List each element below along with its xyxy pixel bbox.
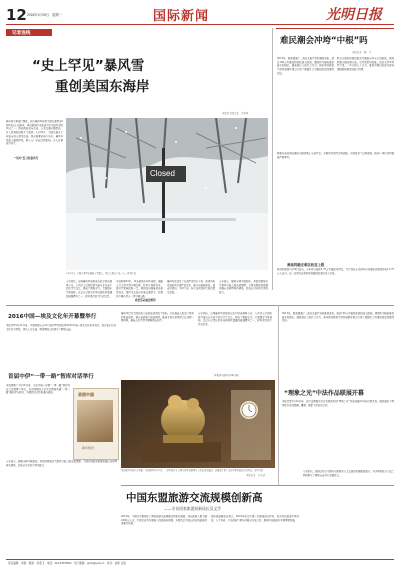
sculpture-photo [121, 380, 275, 468]
column-divider-right-2 [278, 305, 279, 485]
date-line: 2016年1月25日 星期一 [27, 13, 62, 17]
expo-headline: “理象之光”中法作品联展开幕 [284, 390, 364, 397]
opinion-body-4: 奥地利政府1月20日宣布，今年将只接收3.75万名难民申请者，并计划在未来四年内将接收总数控制在12.75万人以内。这一决定标志着奥地利难民政策的重大转变。 [277, 268, 394, 275]
column-tag-label: 记者连线 [12, 30, 31, 36]
opinion-body-1: 2015年，欧洲遭遇了二战以来最严重的难民危机，超过100万名难民和移民涌入欧洲。德国作为接收难民最多的国家，面临着巨大的社会压力。新年夜科隆发生的性侵事件更是引发了德国社会对难民政策的激烈讨论。 [277, 57, 334, 75]
ad-caption: 新年特刊 [82, 446, 95, 450]
main-body-col5: 专家表示，随着全球气候变暖，类似的极端天气事件可能会越来越频繁。美国各级政府需要加强应急管理体系建设，提高应对自然灾害的能力。 [219, 280, 268, 295]
sculpture-caption: 华盛顿举办新年艺术展 当地时间1月23日，一位参观者在美国首都华盛顿国家美术馆欣赏展品。该展览汇集了来自世界各地的艺术珍品。新华社发 [121, 469, 263, 472]
opinion-continued: 2015年，欧洲遭遇了二战以来最严重的难民危机，超过100万名难民和移民涌入欧洲。德国作为接收难民最多的国家，面临着巨大的社会压力。新年夜科隆发生的性侵事件更是引发了德国社会对难民政策的激烈讨论。 [282, 312, 394, 323]
newspaper-logo: 光明日报 [326, 7, 382, 23]
left-bottom-body: 专家表示，随着全球气候变暖，类似的极端天气事件可能会越来越频繁。美国各级政府需要加强应急管理体系建设，提高应对自然灾害的能力。 [6, 460, 117, 467]
mid-body-col2: 暴风雪也对美国总统大选的选战造成了影响。多位候选人取消了原定的竞选活动，部分选民集会被迫延期。距离艾奥瓦州党团会议仅剩一周时间，候选人们不得不调整竞选日程。 [121, 312, 194, 323]
main-body-col4: 暴风雪还波及了东海岸沿线多个州，新泽西州沿海地区出现严重洪水，部分房屋被淹没。弗吉尼亚州、马里兰州、宾夕法尼亚州等地也遭受重创。 [167, 280, 215, 295]
page-number: 12 [6, 6, 27, 24]
bottom-body-2: 国家旅游局局长表示，2016年将是中国—东盟旅游合作年，双方将在旅游市场开发、人才培养、产品创新等领域开展全方位合作，推动区域旅游业共同繁荣发展。 [211, 515, 299, 522]
main-body-col3: 当地时间23日，华盛顿街头积雪没膝，道路上几乎看不到车辆行驶，除雪车昼夜作业。超市货架被抢购一空，居民纷纷储备食品和饮用水。纽约市长宣布实施交通禁令，除紧急车辆外禁止一切车辆上路。 [116, 280, 163, 298]
opinion-byline: 本报记者 陈 飞 [352, 51, 372, 54]
opinion-top-rule [276, 28, 394, 29]
footer-credits: 责任编辑：刘春 组版：李燕飞 电话：010-67078600 电子邮箱：gmrb@gmw.cn 校对：赵新 白铭 [8, 562, 126, 565]
culture-year-headline: 2016中国—埃及文化年开幕暨举行 [8, 314, 97, 320]
main-subhead-1: “冬风”连刀的暴风雪 [14, 157, 39, 160]
snowstorm-photo [66, 118, 268, 270]
main-photo-caption: 1月23日，美国首都华盛顿被大雪覆盖，国会大厦前空无一人。新华社发 [66, 272, 136, 275]
main-subhead-3: 政治活动被迫暂停 [135, 299, 156, 302]
mid-body-col3: 专家指出，这场暴风雪的形成与厄尔尼诺现象有关，大西洋上空的暖湿气流与北方南下的冷空气交汇，形成了极端天气。美国国家气象局称，这是有记录以来华盛顿地区遭遇的最强降雪之一，积雪深度创下历史纪录。 [198, 312, 272, 327]
culture-year-body: 本报开罗1月21日电 中埃两国元首21日在开罗共同出席2016中国—埃及文化年开幕式。双方表示将以文化年为契机，深化人文交流，增进两国人民相互了解和友谊。 [6, 324, 116, 331]
section-title: 国际新闻 [153, 9, 210, 24]
snowstorm-photo-graphic [66, 118, 268, 270]
bottom-subheadline: ——专访国家旅游局新局长吴文学 [164, 506, 221, 511]
expo-body: 本报巴黎1月22日电 由中法两国艺术家共同创作的“理象之光”作品联展22日在巴黎开幕。展览展出了两国艺术家的绘画、雕塑、摄影等作品百余件。 [282, 400, 394, 407]
masthead-rule [6, 24, 394, 25]
think-tank-body: 本报德黑兰1月23日电 首届中国—伊朗“一带一路”智库对话会在德黑兰举行，来自两国的专家学者围绕共建“一带一路”展开深入研讨，共同探讨合作机遇与挑战。 [6, 384, 70, 395]
closed-sign-text: Closed [150, 169, 175, 178]
think-tank-headline: 首届中伊“一带一路”智库对话举行 [8, 374, 94, 380]
ad-image [77, 400, 113, 442]
bottom-body-3: 专家指出，旅游合作是中国与东盟国家人文交流的重要组成部分，对于增进双方人民之间的相互了解和友谊具有重要意义。 [303, 470, 394, 477]
sculpture-photo-graphic [121, 380, 275, 468]
main-footer-note: （本报华盛顿1月24日电） [212, 374, 241, 377]
opinion-body-3: 欧盟各成员国在难民分摊问题上分歧严重，申根区的存续受到威胁。多国恢复了边境管控，欧洲一体化进程面临严峻考验。 [277, 152, 394, 159]
bottom-byline: 本报记者 任玉洁 [246, 474, 266, 477]
bottom-headline: 中国东盟旅游交流规模创新高 [126, 492, 263, 504]
column-divider-right [272, 28, 273, 290]
opinion-subhead: 奥地利确定难民收容上限 [287, 263, 325, 267]
main-body-col1: 据当地气象部门预报，此次暴风雪将给美国东部带来60厘米以上的积雪，华盛顿地区可能成为受灾最严重的区域之一。联邦政府宣布关闭，公共交通全面停运，各大机场取消数千个航班。1月22日，美国东部多个州宣布进入紧急状态，民众被要求减少外出。暴风雪导致大面积停电，数十万户家庭受到影响，多人在事故中丧生。 [6, 120, 63, 146]
mid-section-rule [6, 305, 394, 306]
footer-rule [6, 559, 394, 560]
opinion-body-2: 默克尔政府的难民政策正面临前所未有的挑战。执政联盟内部出现分歧，反对党借机发难，民意支持率持续下滑。一些分析人士认为，难民问题已经成为影响德国政局稳定的最大因素。 [337, 57, 394, 72]
main-headline-line1: “史上罕见”暴风雪 [32, 58, 145, 74]
opinion-headline: 难民潮会冲垮“中根”吗 [280, 36, 368, 46]
bottom-body-1: 2015年，中国与东盟国家之间的旅游交流规模达到新的高峰，双向旅游人数突破2300万人次。中国已成为东盟最大的旅游客源国，东盟也是中国公民出境旅游的重要目的地。 [121, 515, 207, 526]
main-byline: 本报驻美国记者 王传军 [222, 112, 249, 115]
ad-title: 美丽中国 [78, 392, 94, 397]
main-headline-line2: 重创美国东海岸 [55, 79, 150, 95]
main-body-col2: 专家指出，这场暴风雪的形成与厄尔尼诺现象有关，大西洋上空的暖湿气流与北方南下的冷空气交汇，形成了极端天气。美国国家气象局称，这是有记录以来华盛顿地区遭遇的最强降雪之一，积雪深度创下历史纪录。 [66, 280, 112, 298]
